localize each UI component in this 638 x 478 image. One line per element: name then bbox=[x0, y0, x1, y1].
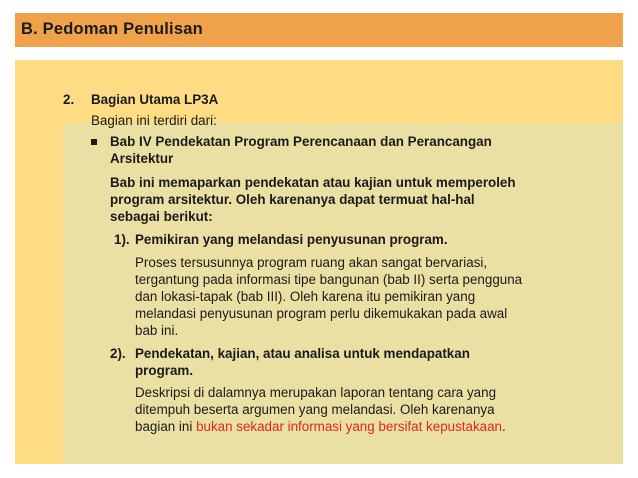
item-2-title-line-1: Pendekatan, kajian, atau analisa untuk mendapatkan bbox=[135, 346, 470, 361]
item-2-body-line-1: Deskripsi di dalamnya merupakan laporan tentang cara yang bbox=[135, 385, 497, 400]
item-2-title-line-2: program. bbox=[135, 363, 194, 378]
bullet-desc-line-3: sebagai berikut: bbox=[110, 209, 213, 224]
item-2-last-line-prefix: bagian ini bbox=[135, 419, 197, 434]
bullet-desc-line-2: program arsitektur. Oleh karenanya dapat termuat hal-hal bbox=[110, 192, 475, 207]
section-number: 2. bbox=[63, 92, 75, 107]
section-intro: Bagian ini terdiri dari: bbox=[91, 113, 217, 128]
item-1-title: Pemikiran yang melandasi penyusunan program. bbox=[135, 232, 448, 247]
bullet-desc-line-1: Bab ini memaparkan pendekatan atau kajian untuk memperoleh bbox=[110, 175, 516, 190]
item-1-body-line-3: dan lokasi-tapak (bab III). Oleh karena itu pemikiran yang bbox=[135, 289, 476, 304]
item-2-last-line-suffix: . bbox=[502, 419, 506, 434]
slide-header-bar bbox=[15, 13, 623, 47]
item-2-body-line-3 bbox=[135, 418, 506, 435]
square-bullet-icon bbox=[91, 139, 97, 145]
item-1-number: 1). bbox=[114, 232, 130, 247]
bullet-title-line-2: Arsitektur bbox=[110, 151, 174, 166]
item-2-number: 2). bbox=[110, 346, 126, 361]
item-1-body-line-5: bab ini. bbox=[135, 323, 179, 338]
item-1-body-line-1: Proses tersusunnya program ruang akan sangat bervariasi, bbox=[135, 255, 488, 270]
item-1-body-line-4: melandasi penyusunan program perlu dikemukakan pada awal bbox=[135, 306, 508, 321]
section-title: Bagian Utama LP3A bbox=[91, 92, 219, 107]
item-2-body-line-2: ditempuh beserta argumen yang melandasi. Oleh karenanya bbox=[135, 402, 495, 417]
bullet-title-line-1: Bab IV Pendekatan Program Perencanaan dan Perancangan bbox=[110, 134, 492, 149]
slide-title: B. Pedoman Penulisan bbox=[21, 20, 203, 38]
item-1-body-line-2: tergantung pada informasi tipe bangunan (bab II) serta pengguna bbox=[135, 272, 523, 287]
item-2-highlight-text: bukan sekadar informasi yang bersifat kepustakaan bbox=[196, 419, 502, 434]
